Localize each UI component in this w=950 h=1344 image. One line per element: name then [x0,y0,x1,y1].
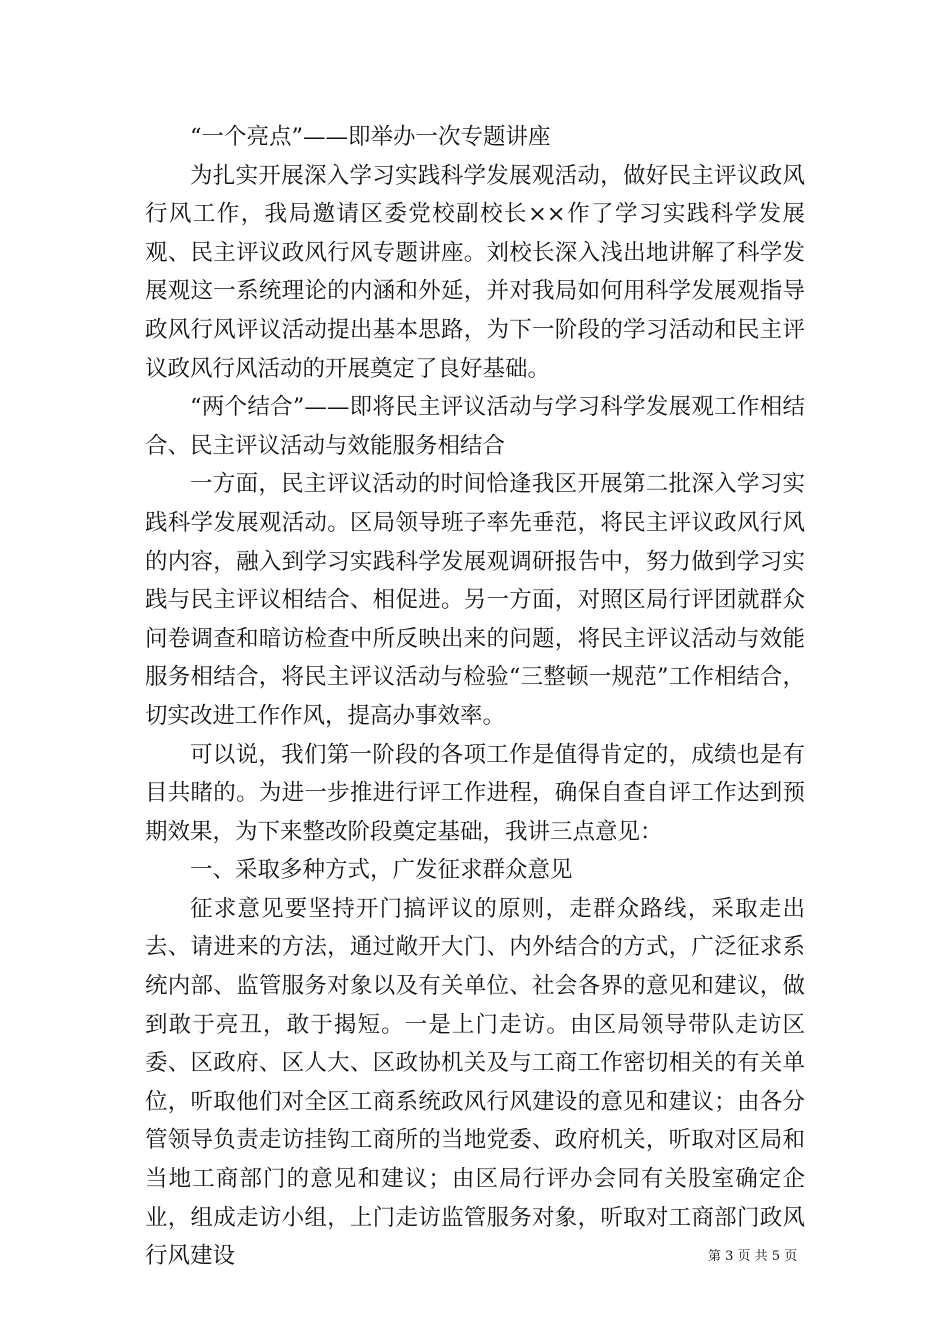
paragraph-summary: 可以说，我们第一阶段的各项工作是值得肯定的，成绩也是有目共睹的。为进一步推进行评工作进程，确保自查自评工作达到预期效果，为下来整改阶段奠定基础，我讲三点意见： [145,741,805,845]
section-heading-two-combinations: “两个结合”——即将民主评议活动与学习科学发展观工作相结合、民主评议活动与效能服务相结合 [145,394,805,459]
section-heading-opinions: 一、采取多种方式，广发征求群众意见 [190,857,573,884]
page-number: 第 3 页 共 5 页 [708,1249,798,1264]
paragraph-combination-details: 一方面，民主评议活动的时间恰逢我区开展第二批深入学习实践科学发展观活动。区局领导班子率先垂范，将民主评议政风行风的内容，融入到学习实践科学发展观调研报告中，努力做到学习实践与民主评议相结合、相促进。另一方面，对照区局行评团就群众问卷调查和暗访检查中所反映出来的问题，将民主评议活动与效能服务相结合，将民主评议活动与检验“三整顿一规范”工作相结合，切实改进工作作风，提高办事效率。 [145,471,805,729]
document-body [145,118,805,1276]
paragraph-solicit-opinions: 征求意见要坚持开门搞评议的原则，走群众路线，采取走出去、请进来的方法，通过敞开大门、内外结合的方式，广泛征求系统内部、监管服务对象以及有关单位、社会各界的意见和建议，做到敢于亮丑，敢于揭短。一是上门走访。由区局领导带队走访区委、区政府、区人大、区政协机关及与工商工作密切相关的有关单位，听取他们对全区工商系统政风行风建设的意见和建议；由各分管领导负责走访挂钩工商所的当地党委、政府机关，听取对区局和当地工商部门的意见和建议；由区局行评办会同有关股室确定企业，组成走访小组，上门走访监管服务对象，听取对工商部门政风行风建设 [145,895,805,1270]
section-heading-highlight: “一个亮点”——即举办一次专题讲座 [190,124,551,150]
paragraph-lecture: 为扎实开展深入学习实践科学发展观活动，做好民主评议政风行风工作，我局邀请区委党校副校长××作了学习实践科学发展观、民主评议政风行风专题讲座。刘校长深入浅出地讲解了科学发展观这一系统理论的内涵和外延，并对我局如何用科学发展观指导政风行风评议活动提出基本思路，为下一阶段的学习活动和民主评议政风行风活动的开展奠定了良好基础。 [145,162,805,382]
